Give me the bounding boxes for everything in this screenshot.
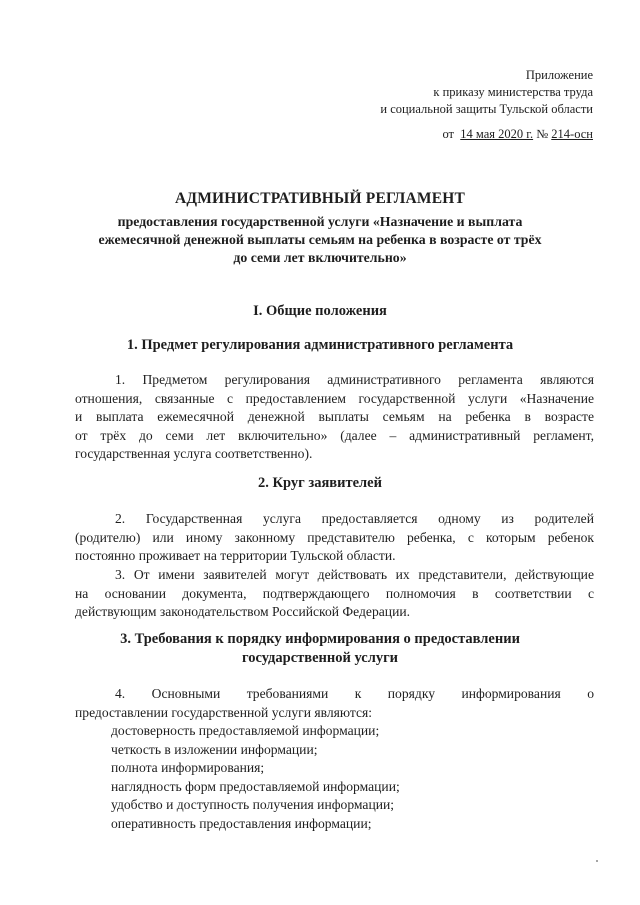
order-reference xyxy=(442,127,593,142)
appendix-line-3: и социальной защиты Тульской области xyxy=(380,102,593,116)
s2-p2-line-1: 2. Государственная услуга предоставляется одному из родителей xyxy=(115,511,594,526)
s3-p4-line-1: 4. Основными требованиями к порядку информирования о xyxy=(115,686,594,701)
list-item: наглядность форм предоставляемой информации; xyxy=(111,778,400,794)
s1-line-2: отношения, связанные с предоставлением государственной услуги «Назначение xyxy=(75,390,594,406)
section1-paragraph xyxy=(75,371,594,464)
order-number-sign: № xyxy=(536,127,549,141)
section3-paragraph-4 xyxy=(75,685,594,722)
s3-p4-line-2: предоставлении государственной услуги являются: xyxy=(75,704,373,720)
section2-heading: 2. Круг заявителей xyxy=(258,475,382,491)
s1-line-5: государственная услуга соответственно). xyxy=(75,446,313,461)
s2-p2-line-2: (родителю) или иному законному представителю ребенка, с которым ребенок xyxy=(75,529,594,545)
title-sub-line-2: ежемесячной денежной выплаты семьям на ребенка в возрасте от трёх xyxy=(98,232,542,247)
s2-p3-line-1: 3. От имени заявителей могут действовать их представители, действующие xyxy=(115,567,594,582)
order-prefix: от xyxy=(442,127,454,141)
order-number: 214-осн xyxy=(551,127,593,141)
list-item: достоверность предоставляемой информации; xyxy=(111,723,380,738)
list-item: четкость в изложении информации; xyxy=(111,741,318,757)
s1-line-1: 1. Предметом регулирования административного регламента являются xyxy=(115,372,594,387)
appendix-line-1: Приложение xyxy=(525,68,593,82)
document-title: АДМИНИСТРАТИВНЫЙ РЕГЛАМЕНТ xyxy=(174,190,466,207)
section2-paragraph-3 xyxy=(75,566,594,622)
s1-line-4: от трёх до семи лет включительно» (далее – административный регламент, xyxy=(75,427,594,443)
list-item: удобство и доступность получения информации; xyxy=(111,797,395,813)
order-date: 14 мая 2020 г. xyxy=(460,127,534,141)
list-item: оперативность предоставления информации; xyxy=(111,815,372,831)
section2-paragraph-2 xyxy=(75,510,594,566)
section1-heading: 1. Предмет регулирования административного регламента xyxy=(126,337,514,353)
scan-speck xyxy=(596,860,598,862)
s2-p3-line-2: на основании документа, подтверждающего полномочия в соответствии с xyxy=(75,585,594,601)
s1-line-3: и выплата ежемесячной денежной выплаты семьям на ребенка в возрасте xyxy=(75,409,594,424)
part1-heading: I. Общие положения xyxy=(253,303,387,319)
title-sub-line-1: предоставления государственной услуги «Назначение и выплата xyxy=(117,214,523,229)
appendix-block xyxy=(380,67,593,118)
title-sub-line-3: до семи лет включительно» xyxy=(233,250,407,265)
requirements-list xyxy=(111,722,400,834)
appendix-line-2: к приказу министерства труда xyxy=(433,85,593,99)
section3-heading-line-1: 3. Требования к порядку информирования о предоставлении xyxy=(120,631,520,647)
section3-heading-line-2: государственной услуги xyxy=(241,650,399,666)
s2-p2-line-3: постоянно проживает на территории Тульской области. xyxy=(75,548,396,563)
list-item: полнота информирования; xyxy=(111,760,265,776)
s2-p3-line-3: действующим законодательством Российской Федерации. xyxy=(75,604,411,619)
